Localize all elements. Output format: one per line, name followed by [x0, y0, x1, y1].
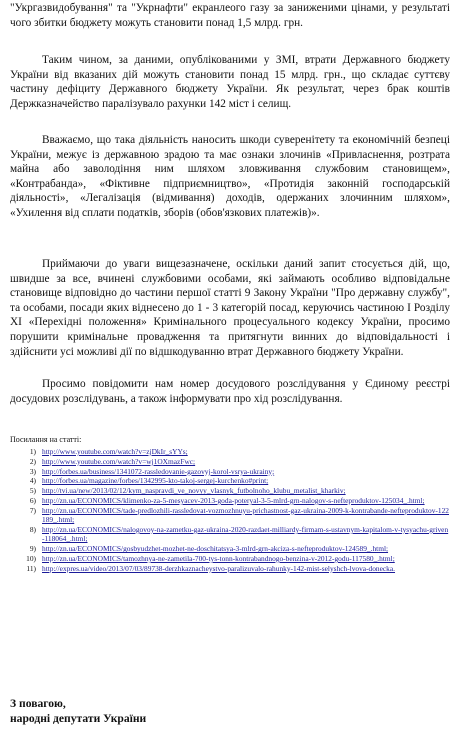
reference-number: 8) — [29, 524, 36, 534]
reference-item — [10, 554, 450, 563]
signature-block — [10, 696, 146, 726]
reference-number: 7) — [29, 505, 36, 515]
reference-item — [10, 457, 450, 466]
paragraph-intro-continuation: "Укргазвидобування" та "Укрнафти" екранлеого газу за заниженими цінами, у результаті чого збитки бюджету можуть становити понад 1,5 млрд. грн. — [10, 2, 450, 29]
paragraph-notify: Просимо повідомити нам номер досудового розслідування у Єдиному реєстрі досудових розслідувань, а також інформувати про хід розслідування. — [10, 378, 450, 405]
reference-link[interactable]: http://zn.ua/ECONOMICS/tade-predlozhili-rassledovat-vozmozhnuyu-prichastnost-gaz-ukraina-2009-k-kontrabande-nefteproduktov-122189_.html; — [42, 505, 449, 525]
reference-item — [10, 525, 450, 544]
paragraph-crimes: Вважаємо, що така діяльність наносить шкоди суверенітету та економічній безпеці України, межує із державною зрадою та має ознаки злочинів «Привласнення, розтрата майна або заволодіння ним шляхом зловживання службовим становищем», «Контрабанда», «Фіктивне підприємництво», «Протидія законній господарській діяльності», «Легалізація (відмивання) доходів, одержаних злочинним шляхом», «Ухилення від сплати податків, зборів (обов'язкових платежів)». — [10, 134, 450, 219]
reference-number: 1) — [29, 447, 36, 456]
reference-link[interactable]: http://expres.ua/video/2013/07/03/89738-derzhkaznacheystvo-paralizuvalo-rahunky-142-mist-selyshch-lvova-donecka. — [42, 563, 396, 573]
reference-number: 10) — [26, 553, 36, 563]
signature-greeting: З повагою, — [10, 697, 66, 710]
reference-number: 11) — [26, 563, 36, 573]
reference-number: 6) — [29, 495, 36, 505]
reference-link[interactable]: http://zn.ua/ECONOMICS/tamozhnya-ne-zametila-700-tys-tonn-kontrabandnogo-benzina-v-2012-godu-117580_.html; — [42, 553, 395, 563]
reference-link[interactable]: http://www.youtube.com/watch?v=zjDkIr_sYYs; — [42, 447, 188, 456]
reference-link[interactable]: http://zn.ua/ECONOMICS/gosbyudzhet-mozhet-ne-doschitatsya-3-mlrd-grn-akciza-s-nefteproduktov-124589_.html; — [42, 544, 389, 554]
reference-number: 3) — [29, 466, 36, 476]
reference-number: 2) — [29, 456, 36, 466]
paragraph-request: Приймаючи до уваги вищезазначене, оскільки даний запит стосується дій, що, швидше за все, вчинені службовими особами, які займають особливо відповідальне становище відповідно до частини першої статті 9 Закону України "Про державну службу", та особами, посади яких віднесено до 1 - 3 категорій посад, керуючись частиною І Розділу ХІ «Перехідні положення» Кримінального процесуального кодексу України, просимо порушити кримінальне провадження та притягнути винних до відповідальності і здійснити усі можливі дії по відшкодуванню втрат Державного бюджету України. — [10, 258, 450, 358]
reference-item — [10, 467, 450, 476]
reference-item — [10, 564, 450, 573]
reference-item — [10, 506, 450, 525]
reference-number: 4) — [29, 476, 36, 486]
reference-item — [10, 476, 450, 485]
references-title: Посилання на статті: — [10, 435, 82, 444]
paragraph-budget-losses: Таким чином, за даними, опублікованими у ЗМІ, втрати Державного бюджету України від вказаних дій можуть становити понад 15 млрд. грн., що складає суттєву частину дефіциту Державного бюджету України. Як результат, через брак коштів Держказначейство паралізувало рахунки 142 міст і селищ. — [10, 54, 450, 110]
signature-signatories: народні депутати України — [10, 712, 147, 725]
references-list — [10, 447, 450, 574]
reference-link[interactable]: http://zn.ua/ECONOMICS/nalogovoy-na-zametku-gaz-ukraina-2020-razdaet-milliardy-firmam-s-ustavnym-kapitalom-v-tysyachu-griven-118064_.html; — [42, 524, 449, 544]
reference-link[interactable]: http://forbes.ua/business/1341072-rassledovanie-gazovyj-korol-vsrya-ukrainy; — [42, 466, 275, 476]
reference-number: 5) — [29, 486, 36, 496]
reference-link[interactable]: http://zn.ua/ECONOMICS/klimenko-za-5-mesyacev-2013-goda-poteryal-3-5-mlrd-grn-nalogov-s-nefteproduktov-125034_.html; — [42, 495, 425, 505]
reference-item — [10, 447, 450, 456]
reference-item — [10, 544, 450, 553]
reference-number: 9) — [29, 544, 36, 554]
reference-link[interactable]: http://www.youtube.com/watch?v=wj1OXmazFwc; — [42, 456, 196, 466]
reference-item — [10, 486, 450, 495]
reference-item — [10, 496, 450, 505]
reference-link[interactable]: http://tvi.ua/new/2013/02/12/kym_naspravdi_ve_novyy_vlasnyk_futbolnoho_klubu_metalist_kharkiv; — [42, 486, 346, 496]
reference-link[interactable]: http://forbes.ua/magazine/forbes/1342995-kto-takoj-sergej-kurchenko#print; — [42, 476, 269, 486]
